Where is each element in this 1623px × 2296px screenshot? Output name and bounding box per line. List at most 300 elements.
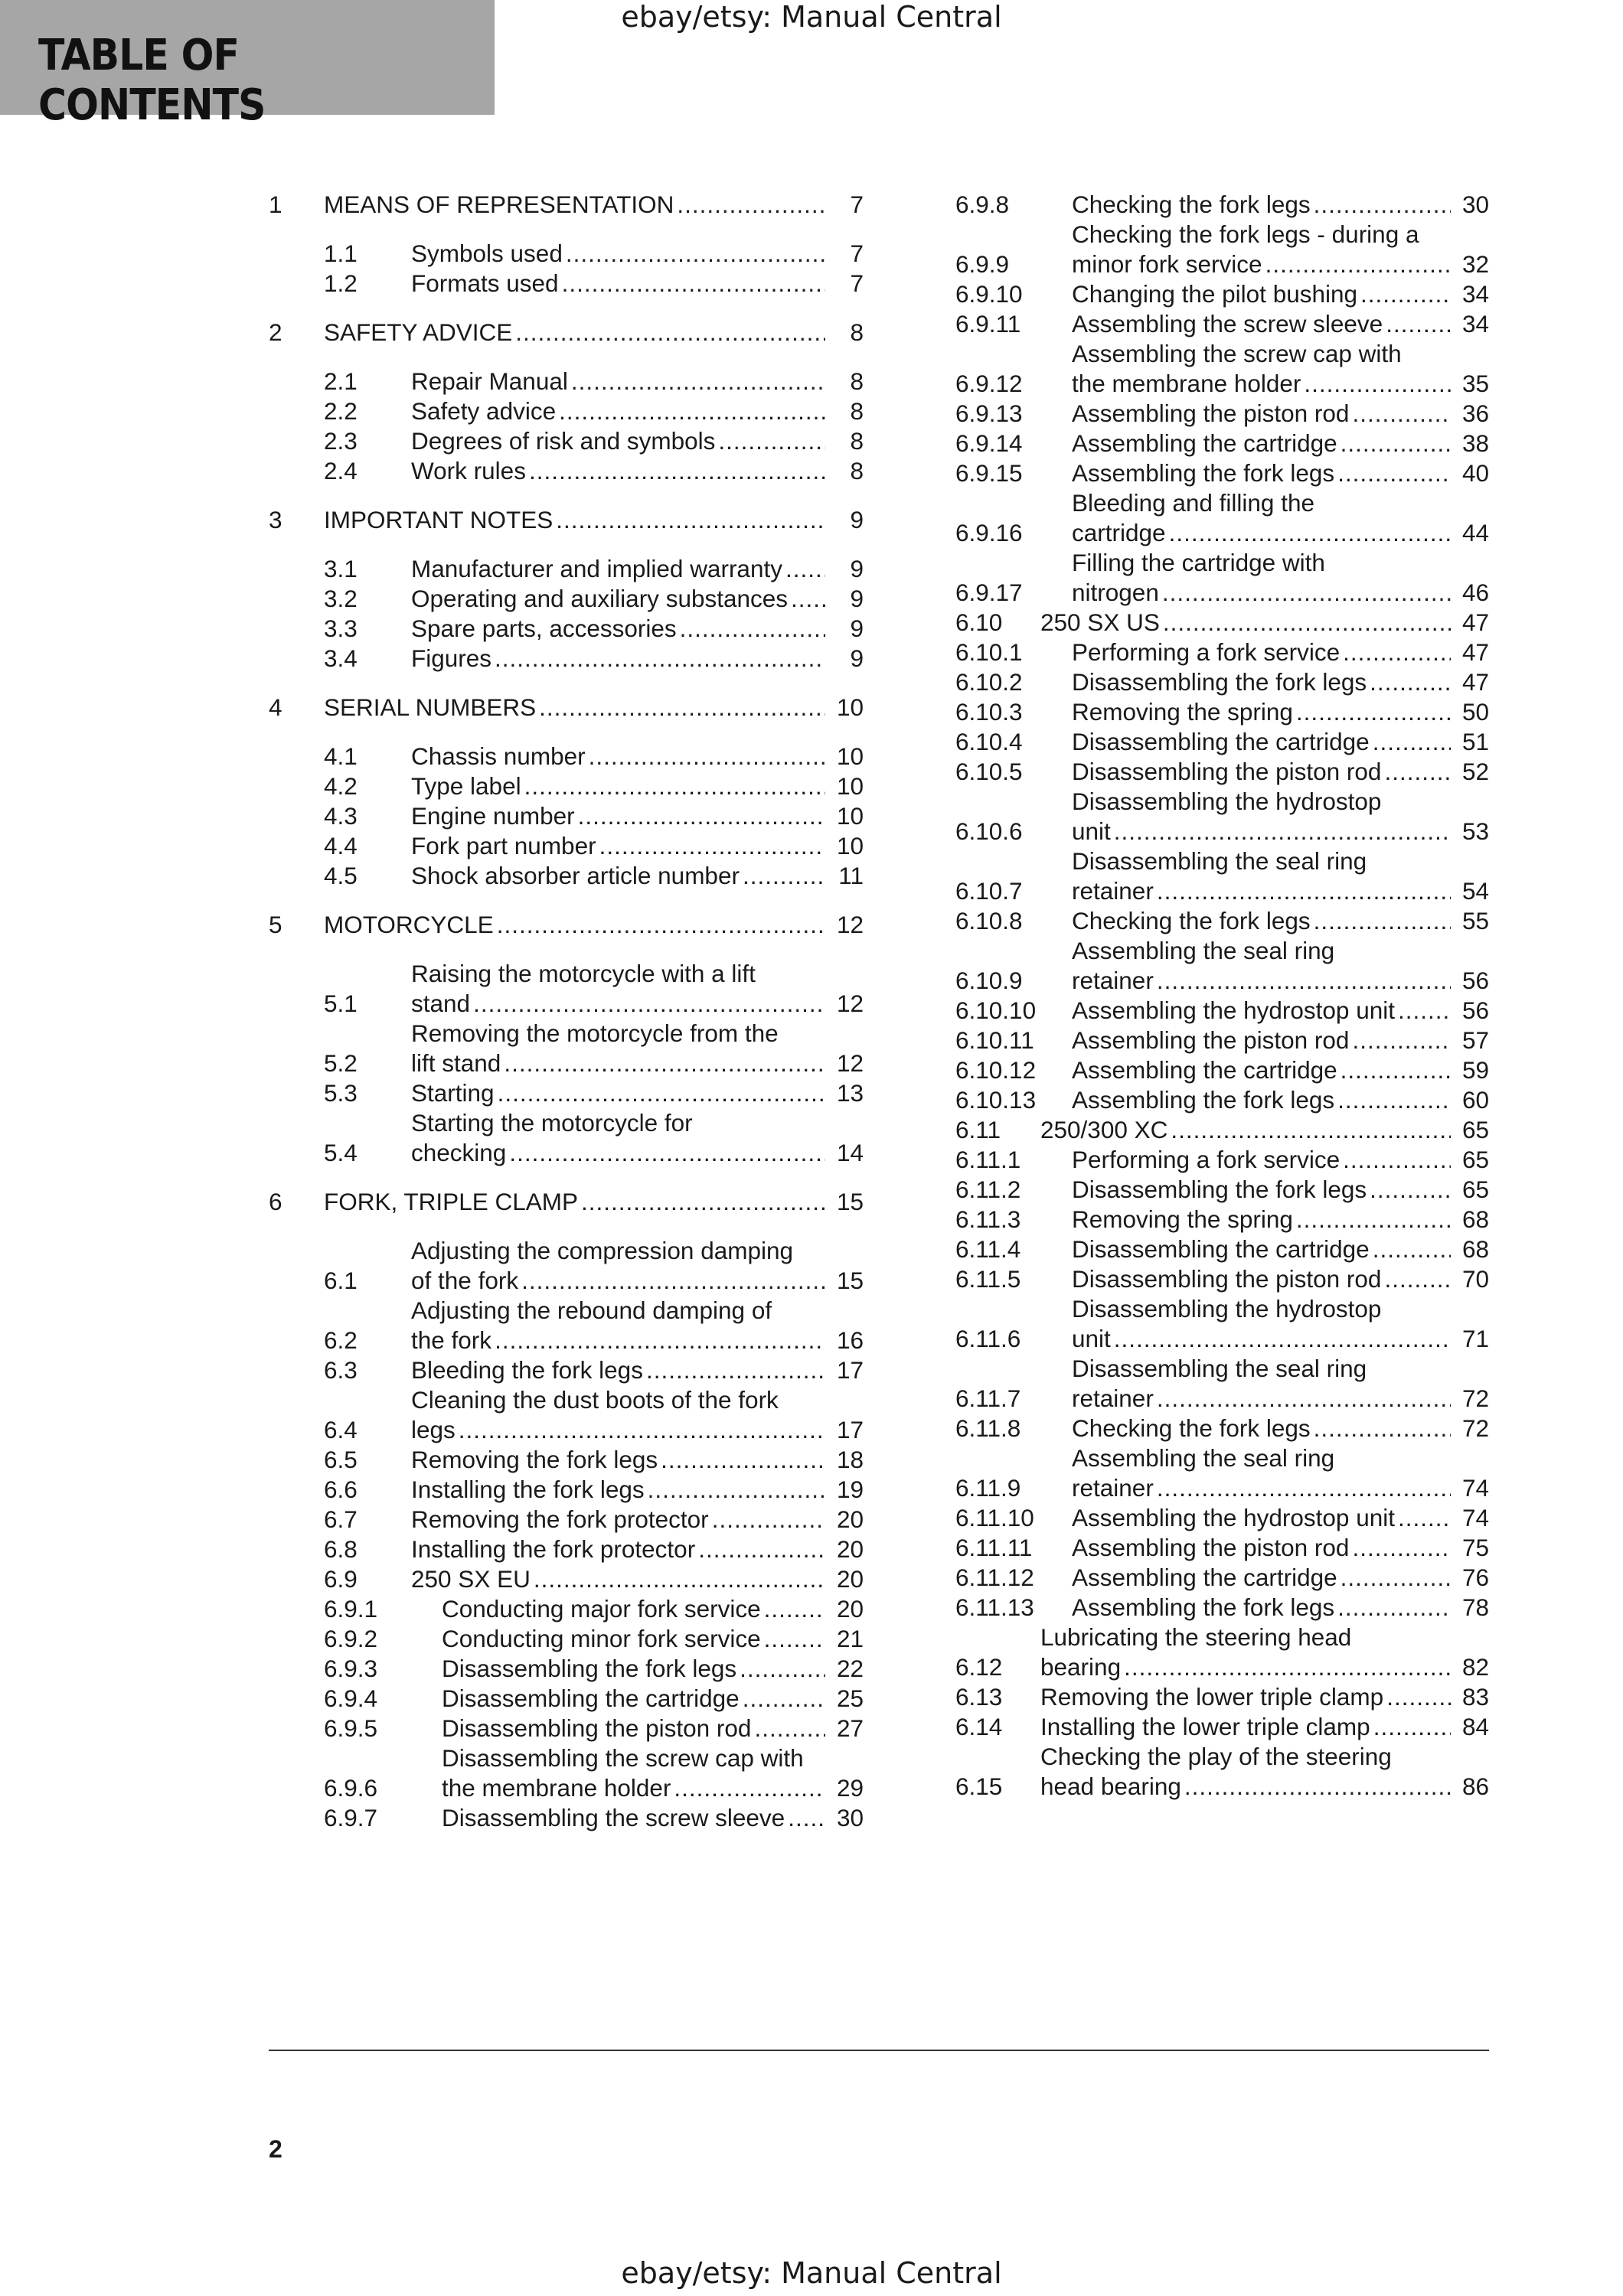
toc-entry-title: Removing the fork protector (411, 1505, 709, 1533)
toc-entry[interactable] (955, 1055, 1489, 1085)
toc-entry-page: 46 (1461, 579, 1489, 606)
toc-entry-number: 4 (269, 693, 282, 721)
toc-entry-page: 8 (850, 427, 864, 455)
dot-leader (495, 644, 825, 673)
dot-leader (754, 1714, 825, 1743)
toc-entry-title: Safety advice (411, 397, 557, 425)
toc-entry[interactable] (955, 1563, 1489, 1593)
dot-leader (498, 1078, 825, 1108)
toc-entry-title: Adjusting the rebound damping of (411, 1296, 772, 1324)
toc-entry-page: 32 (1461, 250, 1489, 278)
toc-entry-title: Disassembling the piston rod (1072, 1265, 1382, 1293)
toc-entry[interactable] (324, 1594, 864, 1624)
dot-leader (1398, 1503, 1451, 1533)
toc-entry-page: 65 (1461, 1176, 1489, 1203)
toc-entry-number: 6.11 (955, 1116, 1001, 1143)
toc-entry-title: Manufacturer and implied warranty (411, 555, 782, 582)
toc-entry-number: 6.9.17 (955, 579, 1023, 606)
toc-entry-title: Starting (411, 1079, 495, 1107)
toc-entry-page: 75 (1461, 1534, 1489, 1561)
toc-entry-page: 8 (850, 397, 864, 425)
toc-entry-page: 60 (1461, 1086, 1489, 1114)
dot-leader (1386, 309, 1451, 339)
toc-entry-page: 13 (836, 1079, 864, 1107)
dot-leader (680, 614, 825, 644)
toc-entry-title: Assembling the fork legs (1072, 1593, 1335, 1621)
toc-entry-title: Disassembling the piston rod (1072, 758, 1382, 785)
toc-entry[interactable] (324, 1019, 864, 1078)
toc-entry-title: Assembling the screw sleeve (1072, 310, 1383, 338)
toc-entry[interactable] (324, 801, 864, 831)
toc-entry-title: minor fork service (1072, 250, 1262, 278)
toc-entry-number: 1.2 (324, 269, 358, 297)
toc-entry-title: Assembling the piston rod (1072, 400, 1350, 427)
toc-entry[interactable] (955, 399, 1489, 429)
toc-entry-number: 2.2 (324, 397, 358, 425)
dot-leader (788, 1803, 825, 1833)
toc-entry-number: 6.11.13 (955, 1593, 1034, 1621)
toc-entry[interactable] (324, 1714, 864, 1743)
toc-entry[interactable] (324, 1355, 864, 1385)
toc-entry-page: 83 (1461, 1683, 1489, 1711)
toc-entry-number: 6.2 (324, 1326, 358, 1354)
toc-entry-number: 6.11.2 (955, 1176, 1021, 1203)
toc-entry-number: 6.6 (324, 1476, 358, 1503)
toc-entry-title: retainer (1072, 877, 1154, 905)
toc-entry[interactable] (955, 190, 1489, 220)
toc-entry-title: Bleeding and filling the (1072, 489, 1314, 517)
dot-leader (674, 1773, 825, 1803)
toc-entry-page: 18 (836, 1446, 864, 1473)
toc-entry-page: 10 (836, 772, 864, 800)
toc-entry[interactable] (955, 667, 1489, 697)
toc-entry[interactable] (324, 1624, 864, 1654)
dot-leader (534, 1564, 825, 1594)
dot-leader (1373, 1234, 1451, 1264)
toc-entry[interactable] (955, 1414, 1489, 1443)
toc-entry-number: 6.9.2 (324, 1625, 378, 1652)
toc-entry[interactable] (324, 1475, 864, 1505)
toc-entry-title: 250 SX US (1040, 608, 1160, 636)
toc-entry[interactable] (324, 1078, 864, 1108)
toc-entry[interactable] (324, 239, 864, 269)
toc-entry-page: 14 (836, 1139, 864, 1166)
dot-leader (1352, 399, 1451, 429)
toc-entry[interactable] (324, 614, 864, 644)
dot-leader (529, 456, 825, 486)
toc-entry-page: 78 (1461, 1593, 1489, 1621)
toc-entry-title: Figures (411, 644, 492, 672)
toc-entry[interactable] (324, 1534, 864, 1564)
toc-entry-page: 12 (836, 990, 864, 1017)
dot-leader (648, 1475, 825, 1505)
toc-entry-title: the fork (411, 1326, 492, 1354)
dot-leader (740, 1654, 825, 1684)
toc-entry-page: 15 (836, 1267, 864, 1294)
toc-entry[interactable] (324, 1654, 864, 1684)
toc-entry[interactable] (955, 1742, 1489, 1802)
toc-entry[interactable] (955, 846, 1489, 906)
toc-entry[interactable] (269, 910, 864, 940)
toc-entry[interactable] (955, 1503, 1489, 1533)
dot-leader (1157, 1384, 1451, 1414)
toc-entry-title: the membrane holder (442, 1774, 671, 1802)
toc-entry[interactable] (955, 1593, 1489, 1623)
toc-entry-page: 74 (1461, 1504, 1489, 1531)
toc-entry-number: 6.11.3 (955, 1205, 1021, 1233)
dot-leader (646, 1355, 825, 1385)
toc-entry-page: 34 (1461, 310, 1489, 338)
toc-entry-number: 6.11.8 (955, 1414, 1021, 1442)
toc-entry-page: 15 (836, 1188, 864, 1215)
toc-entry-number: 6.1 (324, 1267, 358, 1294)
dot-leader (718, 426, 825, 456)
toc-entry-number: 6.9.7 (324, 1804, 378, 1831)
toc-entry-page: 36 (1461, 400, 1489, 427)
toc-entry[interactable] (324, 584, 864, 614)
toc-entry[interactable] (324, 396, 864, 426)
dot-leader (698, 1534, 825, 1564)
toc-entry-page: 10 (836, 742, 864, 770)
dot-leader (743, 1684, 825, 1714)
toc-entry-number: 6.15 (955, 1773, 1003, 1800)
toc-entry-title: Performing a fork service (1072, 1146, 1341, 1173)
watermark-top: ebay/etsy: Manual Central (621, 0, 1002, 34)
toc-entry-page: 10 (836, 832, 864, 859)
toc-entry-number: 6.11.1 (955, 1146, 1021, 1173)
toc-entry-number: 6.9.4 (324, 1684, 378, 1712)
toc-entry-number: 2 (269, 318, 282, 346)
dot-leader (539, 693, 825, 722)
toc-entry-title: Formats used (411, 269, 559, 297)
toc-entry-number: 6.10 (955, 608, 1003, 636)
toc-entry-page: 34 (1461, 280, 1489, 308)
toc-entry-page: 70 (1461, 1265, 1489, 1293)
toc-entry-page: 40 (1461, 459, 1489, 487)
dot-leader (1343, 1145, 1451, 1175)
toc-entry[interactable] (324, 269, 864, 298)
toc-entry-page: 59 (1461, 1056, 1489, 1084)
toc-entry-page: 65 (1461, 1146, 1489, 1173)
toc-entry-number: 6.9.12 (955, 370, 1023, 397)
toc-entry[interactable] (269, 318, 864, 347)
toc-entry-number: 6.11.9 (955, 1474, 1021, 1502)
toc-entry[interactable] (955, 638, 1489, 667)
toc-entry-title: Checking the fork legs (1072, 907, 1311, 934)
toc-entry[interactable] (324, 1296, 864, 1355)
toc-entry-number: 6.9.3 (324, 1655, 378, 1682)
toc-entry-title: Disassembling the cartridge (1072, 1235, 1370, 1263)
toc-entry[interactable] (955, 996, 1489, 1026)
toc-entry[interactable] (324, 959, 864, 1019)
dot-leader (1384, 1264, 1451, 1294)
toc-entry-page: 19 (836, 1476, 864, 1503)
toc-entry[interactable] (955, 1234, 1489, 1264)
toc-entry-page: 82 (1461, 1653, 1489, 1681)
toc-entry-title: Removing the spring (1072, 1205, 1293, 1233)
toc-entry-number: 6.9.5 (324, 1714, 378, 1742)
toc-entry-page: 30 (836, 1804, 864, 1831)
toc-entry-number: 6.9.6 (324, 1774, 378, 1802)
dot-leader (578, 801, 825, 831)
toc-entry[interactable] (324, 1385, 864, 1445)
toc-entry-title: Bleeding the fork legs (411, 1356, 643, 1384)
toc-entry-title: Disassembling the screw cap with (442, 1744, 804, 1772)
toc-entry[interactable] (324, 1445, 864, 1475)
toc-entry[interactable] (324, 1108, 864, 1168)
toc-entry-number: 4.4 (324, 832, 358, 859)
page-title: TABLE OF CONTENTS (38, 31, 266, 130)
dot-leader (1314, 1414, 1451, 1443)
toc-entry[interactable] (955, 1175, 1489, 1205)
toc-entry[interactable] (324, 742, 864, 771)
toc-entry-page: 55 (1461, 907, 1489, 934)
toc-entry-page: 52 (1461, 758, 1489, 785)
toc-entry-number: 6.10.13 (955, 1086, 1037, 1114)
toc-entry-title: Installing the fork legs (411, 1476, 645, 1503)
dot-leader (1169, 518, 1451, 548)
toc-entry-title: Raising the motorcycle with a lift (411, 960, 756, 987)
toc-entry-page: 29 (836, 1774, 864, 1802)
toc-entry[interactable] (955, 488, 1489, 548)
toc-entry-number: 1 (269, 191, 282, 218)
toc-entry-page: 21 (836, 1625, 864, 1652)
toc-entry[interactable] (955, 309, 1489, 339)
toc-entry[interactable] (955, 458, 1489, 488)
dot-leader (743, 861, 825, 891)
toc-entry[interactable] (324, 554, 864, 584)
toc-entry-page: 65 (1461, 1116, 1489, 1143)
toc-entry-number: 3.2 (324, 585, 358, 612)
toc-entry[interactable] (955, 1712, 1489, 1742)
toc-entry-title: Degrees of risk and symbols (411, 427, 716, 455)
toc-entry[interactable] (955, 1085, 1489, 1115)
toc-entry[interactable] (955, 697, 1489, 727)
toc-entry-title: lift stand (411, 1049, 501, 1077)
toc-entry-page: 20 (836, 1565, 864, 1593)
toc-entry-title: retainer (1072, 1474, 1154, 1502)
toc-entry-title: Assembling the hydrostop unit (1072, 996, 1395, 1024)
toc-entry[interactable] (955, 1682, 1489, 1712)
toc-entry[interactable] (955, 1115, 1489, 1145)
toc-entry-number: 2.3 (324, 427, 358, 455)
toc-entry-number: 3.4 (324, 644, 358, 672)
toc-entry-page: 10 (836, 802, 864, 830)
toc-entry-number: 6.9.11 (955, 310, 1021, 338)
toc-entry-page: 76 (1461, 1564, 1489, 1591)
toc-entry-page: 16 (836, 1326, 864, 1354)
toc-entry-title: 250/300 XC (1040, 1116, 1168, 1143)
dot-leader (1163, 608, 1451, 638)
toc-entry-title: Performing a fork service (1072, 638, 1341, 666)
dot-leader (566, 239, 825, 269)
toc-entry-number: 4.3 (324, 802, 358, 830)
toc-entry-title: Type label (411, 772, 521, 800)
toc-entry-title: retainer (1072, 967, 1154, 994)
toc-entry-page: 7 (850, 240, 864, 267)
toc-entry[interactable] (955, 608, 1489, 638)
dot-leader (1314, 190, 1451, 220)
toc-entry-number: 4.2 (324, 772, 358, 800)
toc-entry-page: 7 (850, 191, 864, 218)
toc-entry[interactable] (955, 1264, 1489, 1294)
toc-entry-title: Disassembling the seal ring (1072, 847, 1367, 875)
toc-entry-title: 250 SX EU (411, 1565, 531, 1593)
dot-leader (1157, 1473, 1451, 1503)
title-banner (0, 0, 495, 130)
toc-entry[interactable] (955, 1205, 1489, 1234)
toc-entry[interactable] (955, 548, 1489, 608)
dot-leader (1171, 1115, 1451, 1145)
toc-entry[interactable] (324, 1743, 864, 1803)
dot-leader (764, 1594, 825, 1624)
toc-entry-title: Removing the motorcycle from the (411, 1019, 779, 1047)
dot-leader (473, 989, 825, 1019)
dot-leader (495, 1326, 825, 1355)
toc-entry-page: 57 (1461, 1026, 1489, 1054)
dot-leader (1352, 1533, 1451, 1563)
toc-entry[interactable] (324, 1684, 864, 1714)
dot-leader (1341, 1055, 1451, 1085)
toc-entry-page: 17 (836, 1356, 864, 1384)
toc-entry[interactable] (324, 861, 864, 891)
toc-entry-page: 53 (1461, 817, 1489, 845)
toc-entry[interactable] (269, 693, 864, 722)
toc-entry-title: unit (1072, 1325, 1111, 1352)
toc-entry[interactable] (955, 339, 1489, 399)
toc-entry[interactable] (955, 1354, 1489, 1414)
toc-entry-number: 6.14 (955, 1713, 1003, 1740)
toc-column-left (269, 190, 864, 1833)
dot-leader (504, 1049, 825, 1078)
toc-entry[interactable] (324, 1564, 864, 1594)
toc-entry-page: 20 (836, 1535, 864, 1563)
toc-entry[interactable] (955, 1443, 1489, 1503)
toc-entry-title: nitrogen (1072, 579, 1159, 606)
toc-entry-title: checking (411, 1139, 507, 1166)
toc-column-right (955, 190, 1489, 1802)
toc-entry[interactable] (955, 1533, 1489, 1563)
dot-leader (562, 269, 825, 298)
toc-entry[interactable] (269, 1187, 864, 1217)
toc-entry[interactable] (324, 1236, 864, 1296)
toc-entry[interactable] (324, 644, 864, 673)
toc-entry[interactable] (955, 936, 1489, 996)
toc-entry-number: 6.11.10 (955, 1504, 1034, 1531)
toc-entry-title: Assembling the fork legs (1072, 459, 1335, 487)
dot-leader (791, 584, 825, 614)
toc-entry[interactable] (324, 367, 864, 396)
toc-entry-page: 72 (1461, 1414, 1489, 1442)
toc-entry-number: 6.9.13 (955, 400, 1023, 427)
toc-entry-page: 8 (850, 318, 864, 346)
toc-entry-number: 6.10.10 (955, 996, 1037, 1024)
toc-entry-title: stand (411, 990, 471, 1017)
toc-entry-number: 6.9 (324, 1565, 358, 1593)
toc-entry-page: 20 (836, 1595, 864, 1623)
toc-entry[interactable] (955, 757, 1489, 787)
toc-entry-page: 7 (850, 269, 864, 297)
toc-entry-title: Assembling the fork legs (1072, 1086, 1335, 1114)
toc-entry-page: 74 (1461, 1474, 1489, 1502)
toc-entry-page: 9 (850, 506, 864, 533)
toc-entry-page: 50 (1461, 698, 1489, 726)
dot-leader (497, 910, 825, 940)
toc-entry-number: 6.7 (324, 1505, 358, 1533)
toc-entry[interactable] (324, 771, 864, 801)
toc-entry-page: 56 (1461, 996, 1489, 1024)
dot-leader (1304, 369, 1451, 399)
toc-entry[interactable] (955, 1623, 1489, 1682)
toc-entry[interactable] (324, 1803, 864, 1833)
toc-entry-title: Checking the fork legs (1072, 191, 1311, 218)
dot-leader (1162, 578, 1451, 608)
toc-entry-number: 6.3 (324, 1356, 358, 1384)
dot-leader (1124, 1652, 1451, 1682)
dot-leader (1386, 1682, 1451, 1712)
toc-entry-title: of the fork (411, 1267, 519, 1294)
toc-entry-page: 25 (836, 1684, 864, 1712)
dot-leader (1373, 1712, 1451, 1742)
toc-entry-title: Removing the lower triple clamp (1040, 1683, 1384, 1711)
toc-entry[interactable] (955, 1145, 1489, 1175)
toc-entry[interactable] (324, 1505, 864, 1534)
toc-entry-number: 6.9.10 (955, 280, 1023, 308)
dot-leader (1114, 1324, 1451, 1354)
toc-entry[interactable] (324, 456, 864, 486)
toc-entry-title: Fork part number (411, 832, 596, 859)
toc-entry[interactable] (324, 831, 864, 861)
toc-entry-title: SERIAL NUMBERS (324, 693, 537, 721)
toc-entry-title: Disassembling the seal ring (1072, 1355, 1367, 1382)
dot-leader (1157, 966, 1451, 996)
toc-entry-title: Disassembling the hydrostop (1072, 788, 1382, 815)
toc-entry-title: Assembling the cartridge (1072, 1564, 1337, 1591)
toc-entry-number: 6.10.7 (955, 877, 1023, 905)
toc-entry-number: 3.1 (324, 555, 358, 582)
toc-entry-page: 51 (1461, 728, 1489, 755)
toc-entry-title: cartridge (1072, 519, 1166, 546)
dot-leader (581, 1187, 825, 1217)
toc-entry-title: Assembling the screw cap with (1072, 340, 1402, 367)
toc-entry-title: Disassembling the fork legs (442, 1655, 737, 1682)
toc-entry[interactable] (955, 279, 1489, 309)
toc-entry[interactable] (269, 190, 864, 220)
toc-entry[interactable] (269, 505, 864, 535)
toc-entry[interactable] (955, 1294, 1489, 1354)
toc-entry[interactable] (955, 787, 1489, 846)
dot-leader (1337, 458, 1451, 488)
toc-entry-number: 6.11.5 (955, 1265, 1021, 1293)
dot-leader (661, 1445, 825, 1475)
toc-entry[interactable] (955, 220, 1489, 279)
dot-leader (521, 1266, 825, 1296)
toc-entry-page: 20 (836, 1505, 864, 1533)
toc-entry[interactable] (955, 906, 1489, 936)
toc-entry[interactable] (955, 429, 1489, 458)
toc-entry-page: 27 (836, 1714, 864, 1742)
dot-leader (515, 318, 825, 347)
toc-entry-number: 6.11.11 (955, 1534, 1033, 1561)
toc-entry-number: 5.2 (324, 1049, 358, 1077)
toc-entry-title: MOTORCYCLE (324, 911, 494, 938)
toc-entry-title: SAFETY ADVICE (324, 318, 513, 346)
toc-entry[interactable] (324, 426, 864, 456)
dot-leader (1265, 249, 1451, 279)
toc-entry-title: retainer (1072, 1384, 1154, 1412)
toc-entry[interactable] (955, 727, 1489, 757)
toc-entry[interactable] (955, 1026, 1489, 1055)
